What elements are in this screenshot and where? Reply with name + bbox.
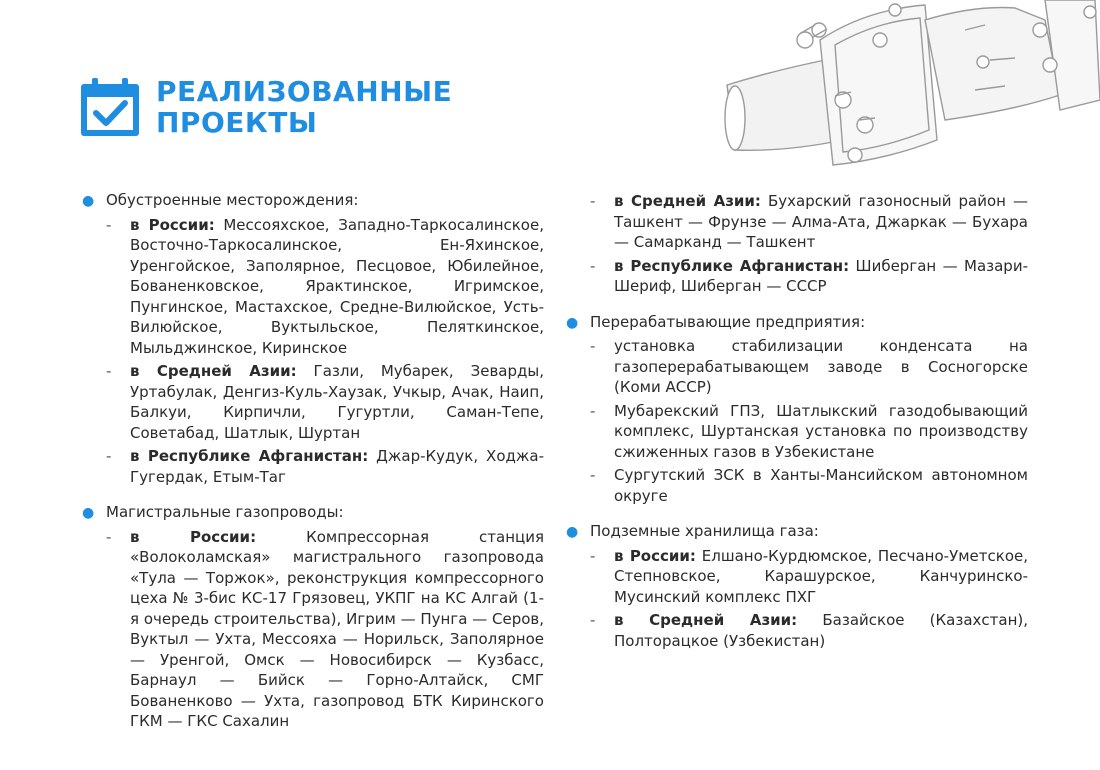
dash-marker: - xyxy=(106,215,112,234)
left-column xyxy=(82,190,544,747)
dash-marker: - xyxy=(590,256,596,275)
right-column xyxy=(566,191,1028,666)
item-lead: в Средней Азии: xyxy=(614,611,798,629)
dash-marker: - xyxy=(590,337,596,355)
item-text: Бухарский газоносный район — Ташкент — Фрунзе — Алма-Ата, Джаркак — Бухара — Самарканд — Ташкент xyxy=(614,192,1028,251)
item-text: Базайское (Казахстан), Полторацкое (Узбекистан) xyxy=(614,611,1028,650)
item-lead: в Средней Азии: xyxy=(130,362,297,380)
list-item xyxy=(566,256,1028,297)
item-text: Газли, Мубарек, Зеварды, Уртабулак, Денгиз-Куль-Хаузак, Учкыр, Ачак, Наип, Балкуи, Кирпичли, Гугуртли, Саман-Тепе, Советабад, Шатлык, Шуртан xyxy=(130,362,544,442)
item-lead: в Средней Азии: xyxy=(614,192,761,210)
title-line-1: РЕАЛИЗОВАННЫЕ xyxy=(156,75,453,108)
dash-marker: - xyxy=(590,546,596,565)
section-title: Подземные хранилища газа: xyxy=(590,522,819,540)
item-text: Компрессорная станция «Волоколамская» магистрального газопровода «Тула — Торжок», реконструкция компрессорного цеха № 3-бис КС-17 Грязовец, УКПГ на КС Алгай (1-я очередь строительства), Игрим — Пунга — Серов, Вуктыл — Ухта, Мессояха — Норильск, Заполярное — Уренгой, Омск — Новосибирск — Кузбасс, Барнаул — Бийск — Горно-Алтайск, СМГ Бованенково — Ухта, газопровод БТК Киринского ГКМ — ГКС Сахалин xyxy=(130,527,544,730)
list-item xyxy=(82,527,544,732)
list-item xyxy=(566,465,1028,506)
item-lead: в России: xyxy=(130,527,257,546)
item-lead: в Республике Афганистан: xyxy=(130,447,369,465)
section-header xyxy=(82,190,544,212)
item-text: установка стабилизации конденсата на газоперерабатывающем заводе в Сосногорске (Коми АССР) xyxy=(614,337,1028,396)
dash-marker: - xyxy=(106,447,112,465)
title-line-2: ПРОЕКТЫ xyxy=(156,106,318,139)
item-text: Шиберган — Мазари-Шериф, Шиберган — СССР xyxy=(614,256,1028,295)
list-item xyxy=(566,546,1028,608)
list-item xyxy=(82,215,544,359)
section-header xyxy=(566,312,1028,334)
section-pipelines-cont xyxy=(566,191,1028,297)
item-text: Сургутский ЗСК в Ханты-Мансийском автономном округе xyxy=(614,466,1028,505)
section-fields xyxy=(82,190,544,487)
dash-marker: - xyxy=(590,611,596,629)
section-pipelines xyxy=(82,502,544,732)
list-item xyxy=(566,336,1028,398)
section-title: Магистральные газопроводы: xyxy=(106,503,344,521)
dash-marker: - xyxy=(590,401,596,420)
section-header xyxy=(566,521,1028,543)
section-processing xyxy=(566,312,1028,507)
item-text: Елшано-Курдюмское, Песчано-Уметское, Степновское, Карашурское, Канчуринско-Мусинский комплекс ПХГ xyxy=(614,546,1028,606)
item-text: Джар-Кудук, Ходжа-Гугердак, Етым-Таг xyxy=(130,447,544,486)
list-item xyxy=(82,446,544,487)
list-item xyxy=(566,191,1028,253)
dash-marker: - xyxy=(590,192,596,210)
bullet-icon: ● xyxy=(566,524,579,540)
bullet-icon: ● xyxy=(566,314,579,331)
item-lead: в Республике Афганистан: xyxy=(614,256,850,275)
dash-marker: - xyxy=(106,527,112,546)
page-header xyxy=(78,75,452,139)
section-header xyxy=(82,502,544,524)
dash-marker: - xyxy=(590,466,596,484)
page-title xyxy=(156,76,452,138)
section-storage xyxy=(566,521,1028,651)
dash-marker: - xyxy=(106,362,112,380)
section-title: Перерабатывающие предприятия: xyxy=(590,312,866,331)
item-lead: в России: xyxy=(614,546,696,565)
item-text: Мессояхское, Западно-Таркосалинское, Восточно-Таркосалинское, Ен-Яхинское, Уренгойское, Заполярное, Песцовое, Юбилейное, Бованенковское, Ярактинское, Игримское, Пунгинское, Мастахское, Средне-Вилюйское, Усть-Вилюйское, Вуктыльское, Пеляткинское, Мыльджинское, Киринское xyxy=(130,215,544,357)
list-item xyxy=(82,361,544,443)
list-item xyxy=(566,610,1028,651)
item-text: Мубарекский ГПЗ, Шатлыкский газодобывающий комплекс, Шуртанская установка по производству сжиженных газов в Узбекистане xyxy=(614,401,1028,461)
calendar-check-icon xyxy=(78,75,142,139)
item-lead: в России: xyxy=(130,215,215,234)
bullet-icon: ● xyxy=(82,505,95,521)
pipe-flange-illustration xyxy=(715,0,1100,175)
section-title: Обустроенные месторождения: xyxy=(106,191,359,209)
list-item xyxy=(566,401,1028,463)
bullet-icon: ● xyxy=(82,193,95,209)
